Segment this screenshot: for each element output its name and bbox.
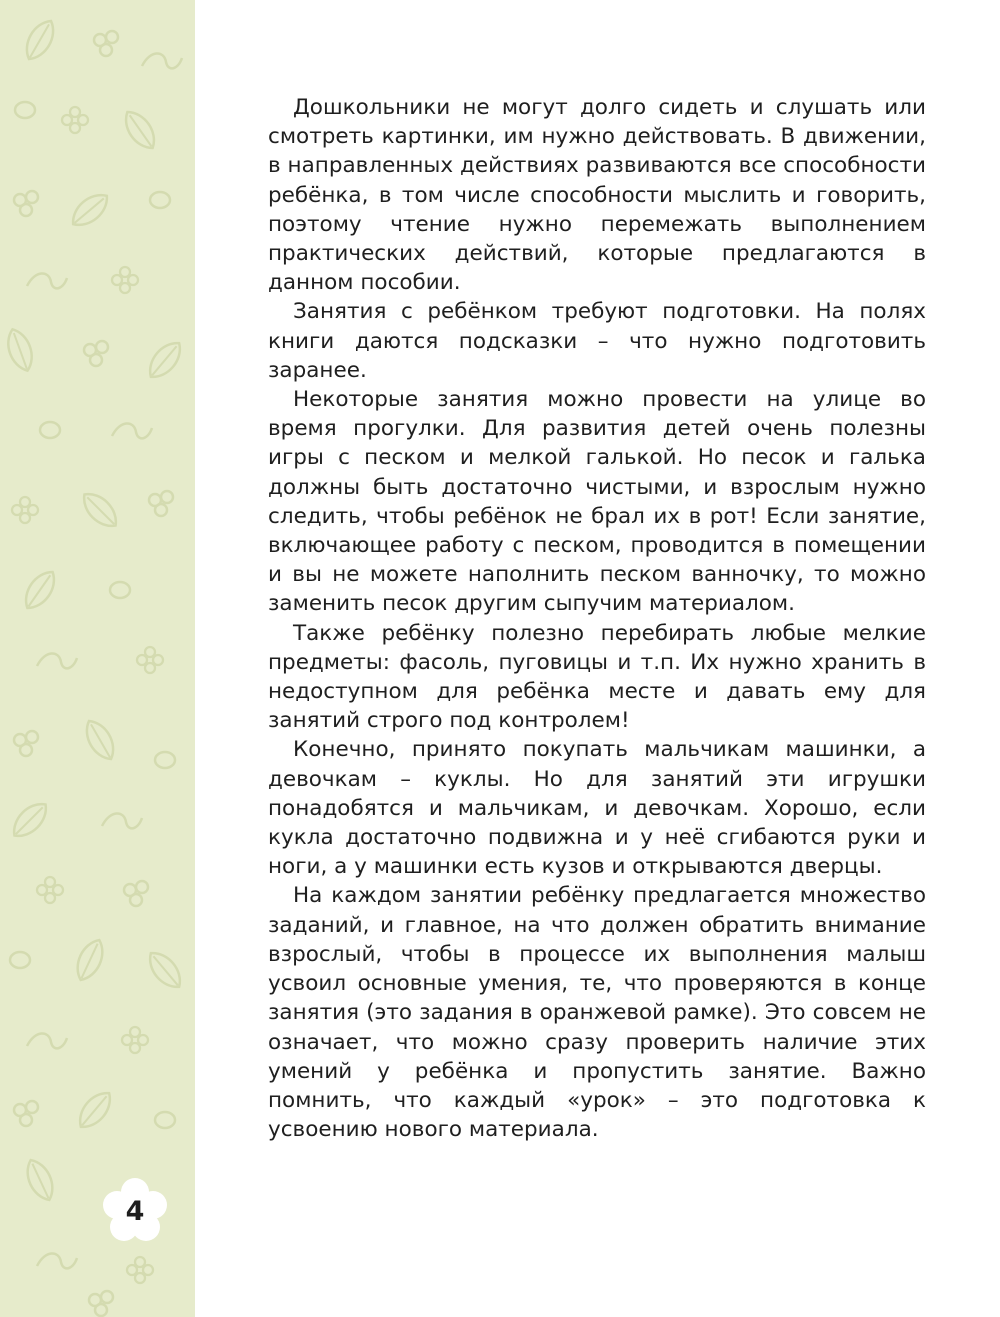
- paragraph: Дошкольники не могут долго сидеть и слушать или смотреть картинки, им нужно действовать. В движении, в направленных действиях развиваются все способности ребёнка, в том числе способности мыслить и говорить, поэтому чтение нужно перемежать выполнением практических действий, которые предлагаются в данном пособии.: [268, 95, 926, 296]
- page-number-badge: [102, 1178, 168, 1244]
- paragraph: Конечно, принято покупать мальчикам машинки, а девочкам – куклы. Но для занятий эти игрушки понадобятся и мальчикам, и девочкам. Хорошо, если кукла достаточно подвижна и у неё сгибаются руки и ноги, а у машинки есть кузов и открываются дверцы.: [268, 737, 926, 880]
- paragraph: Некоторые занятия можно провести на улице во время прогулки. Для развития детей очень полезны игры с песком и мелкой галькой. Но песок и галька должны быть достаточно чистыми, и взрослым нужно следить, чтобы ребёнок не брал их в рот! Если занятие, включающее работу с песком, проводится в помещении и вы не можете наполнить песком ванночку, то можно заменить песок другим сыпучим материалом.: [268, 387, 926, 617]
- decorative-side-strip: [0, 0, 195, 1317]
- paragraph: На каждом занятии ребёнку предлагается множество заданий, и главное, на что должен обратить внимание взрослый, чтобы в процессе их выполнения малыш усвоил основные умения, те, что проверяются в конце занятия (это задания в оранжевой рамке). Это совсем не означает, что можно сразу проверить наличие этих умений у ребёнка и пропустить занятие. Важно помнить, что каждый «урок» – это подготовка к усвоению нового материала.: [268, 883, 926, 1143]
- main-text-block: [268, 93, 926, 1144]
- paragraph: Занятия с ребёнком требуют подготовки. На полях книги даются подсказки – что нужно подготовить заранее.: [268, 299, 926, 383]
- page-number: 4: [125, 1195, 145, 1227]
- leaf-pattern-icon: [0, 0, 195, 1317]
- paragraph: Также ребёнку полезно перебирать любые мелкие предметы: фасоль, пуговицы и т.п. Их нужно хранить в недоступном для ребёнка месте и давать ему для занятий строго под контролем!: [268, 620, 926, 734]
